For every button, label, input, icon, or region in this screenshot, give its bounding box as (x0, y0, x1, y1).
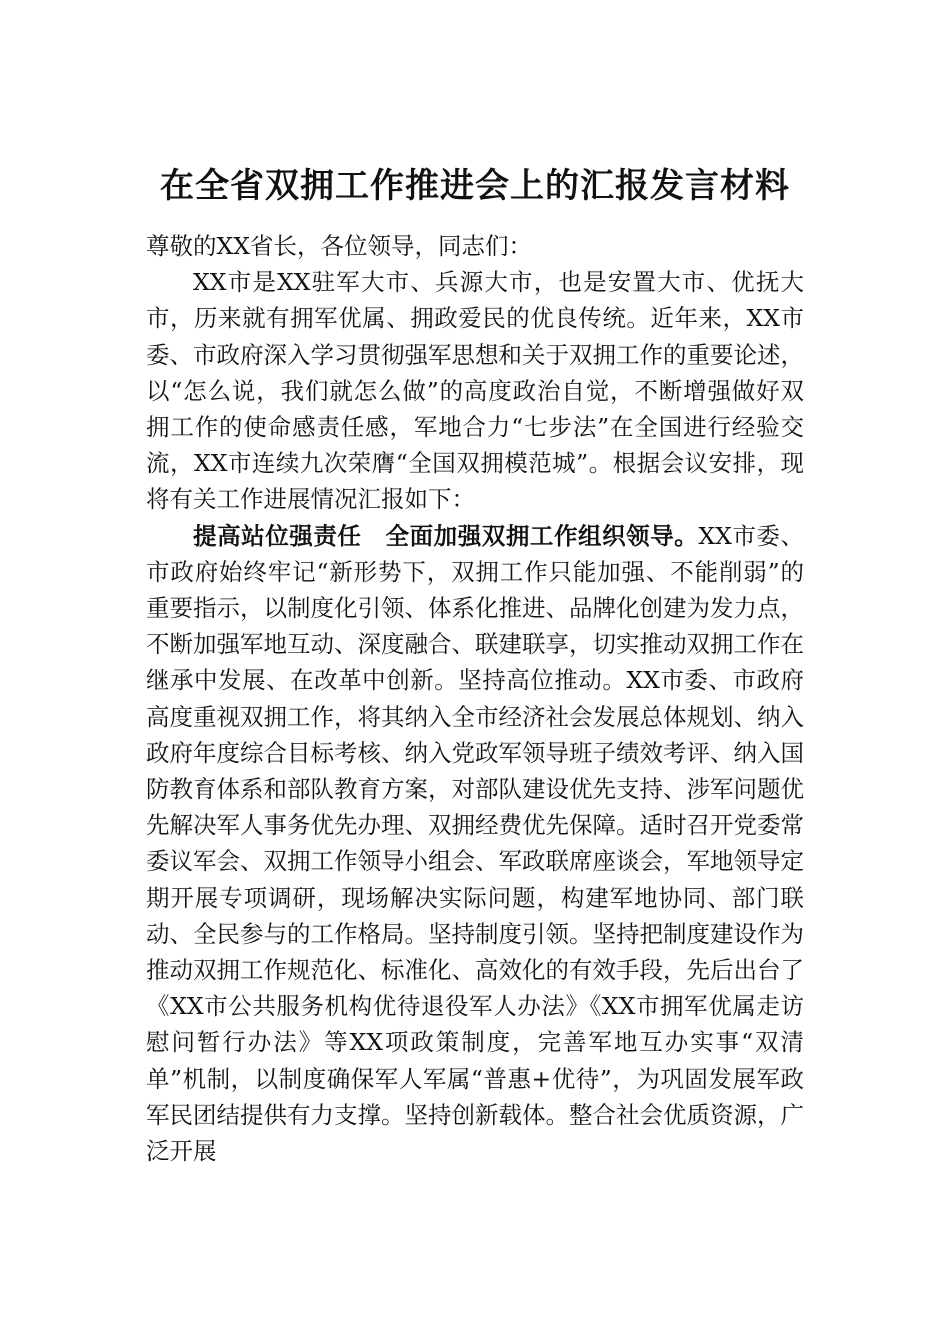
paragraph-section-1 (146, 518, 804, 1170)
document-body (146, 228, 804, 1169)
paragraph-intro (146, 264, 804, 517)
paragraph-text: XX市委、市政府始终牢记“新形势下，双拥工作只能加强、不能削弱”的重要指示，以制度化引领、体系化推进、品牌化创建为发力点，不断加强军地互动、深度融合、联建联享，切实推动双拥工作在继承中发展、在改革中创新。坚持高位推动。XX市委、市政府高度重视双拥工作，将其纳入全市经济社会发展总体规划、纳入政府年度综合目标考核、纳入党政军领导班子绩效考评、纳入国防教育体系和部队教育方案，对部队建设优先支持、涉军问题优先解决军人事务优先办理、双拥经费优先保障。适时召开党委常委议军会、双拥工作领导小组会、军政联席座谈会，军地领导定期开展专项调研，现场解决实际问题，构建军地协同、部门联动、全民参与的工作格局。坚持制度引领。坚持把制度建设作为推动双拥工作规范化、标准化、高效化的有效手段，先后出台了《XX市公共服务机构优待退役军人办法》《XX市拥军优属走访慰问暂行办法》等XX项政策制度，完善军地互办实事“双清单”机制，以制度确保军人军属“普惠+优待”，为巩固发展军政军民团结提供有力支撑。坚持创新载体。整合社会优质资源，广泛开展 (146, 521, 804, 1166)
document-title: 在全省双拥工作推进会上的汇报发言材料 (160, 166, 790, 206)
paragraph-lead: 提高站位强责任 全面加强双拥工作组织领导。 (193, 521, 699, 550)
salutation: 尊敬的XX省长，各位领导，同志们： (146, 232, 532, 260)
paragraph-text: XX市是XX驻军大市、兵源大市，也是安置大市、优抚大市，历来就有拥军优属、拥政爱民的优良传统。近年来，XX市委、市政府深入学习贯彻强军思想和关于双拥工作的重要论述，以“怎么说，我们就怎么做”的高度政治自觉，不断增强做好双拥工作的使命感责任感，军地合力“七步法”在全国进行经验交流，XX市连续九次荣膺“全国双拥模范城”。根据会议安排，现将有关工作进展情况汇报如下： (146, 268, 804, 514)
